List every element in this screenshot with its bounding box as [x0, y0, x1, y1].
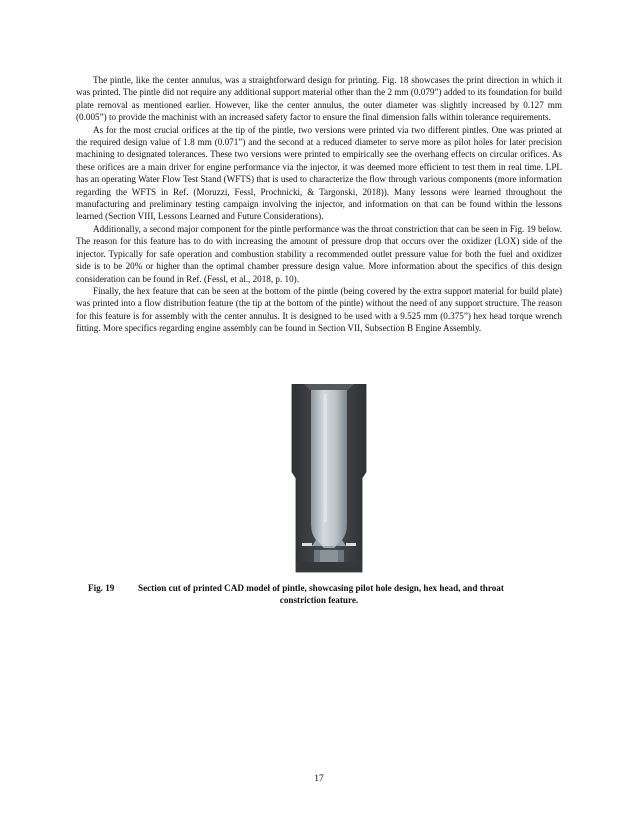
figure-caption — [76, 582, 562, 607]
paragraph-4: Finally, the hex feature that can be seen at the bottom of the pintle (being covered by the extra support material for build plate) was printed into a flow distribution feature (the tip at the bottom of the pintle) without the need of any support structure. The reason for this feature is for assembly with the center annulus. It is designed to be used with a 9.525 mm (0.375”) hex head torque wrench fitting. More specifics regarding engine assembly can be found in Section VII, Subsection B Engine Assembly. — [76, 285, 562, 334]
bore-highlight — [324, 394, 327, 522]
caption-text-line2: constriction feature. — [279, 595, 359, 606]
pintle-cad-image — [284, 384, 374, 574]
paragraph-2: As for the most crucial orifices at the tip of the pintle, two versions were printed via two different pintles. One was printed at the required design value of 1.8 mm (0.071”) and the second at a reduced diameter to serve more as pilot holes for later precision machining to designated tolerances. These two versions were printed to empirically see the overhang effects on circular orifices. As these orifices are a main driver for engine performance via the injector, it was deemed more efficient to test them in real time. LPL has an operating Water Flow Test Stand (WFTS) that is used to characterize the flow through various components (more information regarding the WFTS in Ref. (Moruzzi, Fessl, Prochnicki, & Targonski, 2018)). Many lessons were learned throughout the manufacturing and preliminary testing campaign involving the injector, and information on that can be found within the lessons learned (Section VIII, Lessons Learned and Future Considerations). — [76, 124, 562, 222]
inner-bore — [311, 390, 347, 548]
top-chamfer — [304, 384, 354, 390]
paragraph-1: The pintle, like the center annulus, was a straightforward design for printing. Fig. 18 showcases the print direction in which it was printed. The pintle did not require any additional support material other than the 2 mm (0.079”) added to its foundation for build plate removal as mentioned earlier. However, like the center annulus, the outer diameter was slightly increased by 0.127 mm (0.005”) to provide the machinist with an increased safety factor to ensure the final dimension falls within tolerance requirements. — [76, 75, 562, 123]
figure-label: Fig. 19 — [88, 583, 115, 593]
paragraph-3: Additionally, a second major component for the pintle performance was the throat constriction that can be seen in Fig. 19 below. The reason for this feature has to do with increasing the amount of pressure drop that occurs over the oxidizer (LOX) side of the injector. Typically for safe operation and combustion stability a recommended outlet pressure value for both the fuel and oxidizer side is to be 20% or higher than the optimal chamber pressure design value. More information about the specifics of this design consideration can be found in Ref. (Fessl, et al., 2018, p. 10). — [76, 223, 562, 284]
pilot-hole-right — [346, 543, 356, 546]
body-text — [76, 74, 562, 335]
pilot-hole-left — [302, 543, 312, 546]
caption-text-line1: Section cut of printed CAD model of pintle, showcasing pilot hole design, hex head, and throat — [138, 583, 504, 593]
pintle-section-figure — [284, 384, 374, 574]
support-base — [296, 562, 362, 572]
page-number: 17 — [314, 774, 324, 784]
